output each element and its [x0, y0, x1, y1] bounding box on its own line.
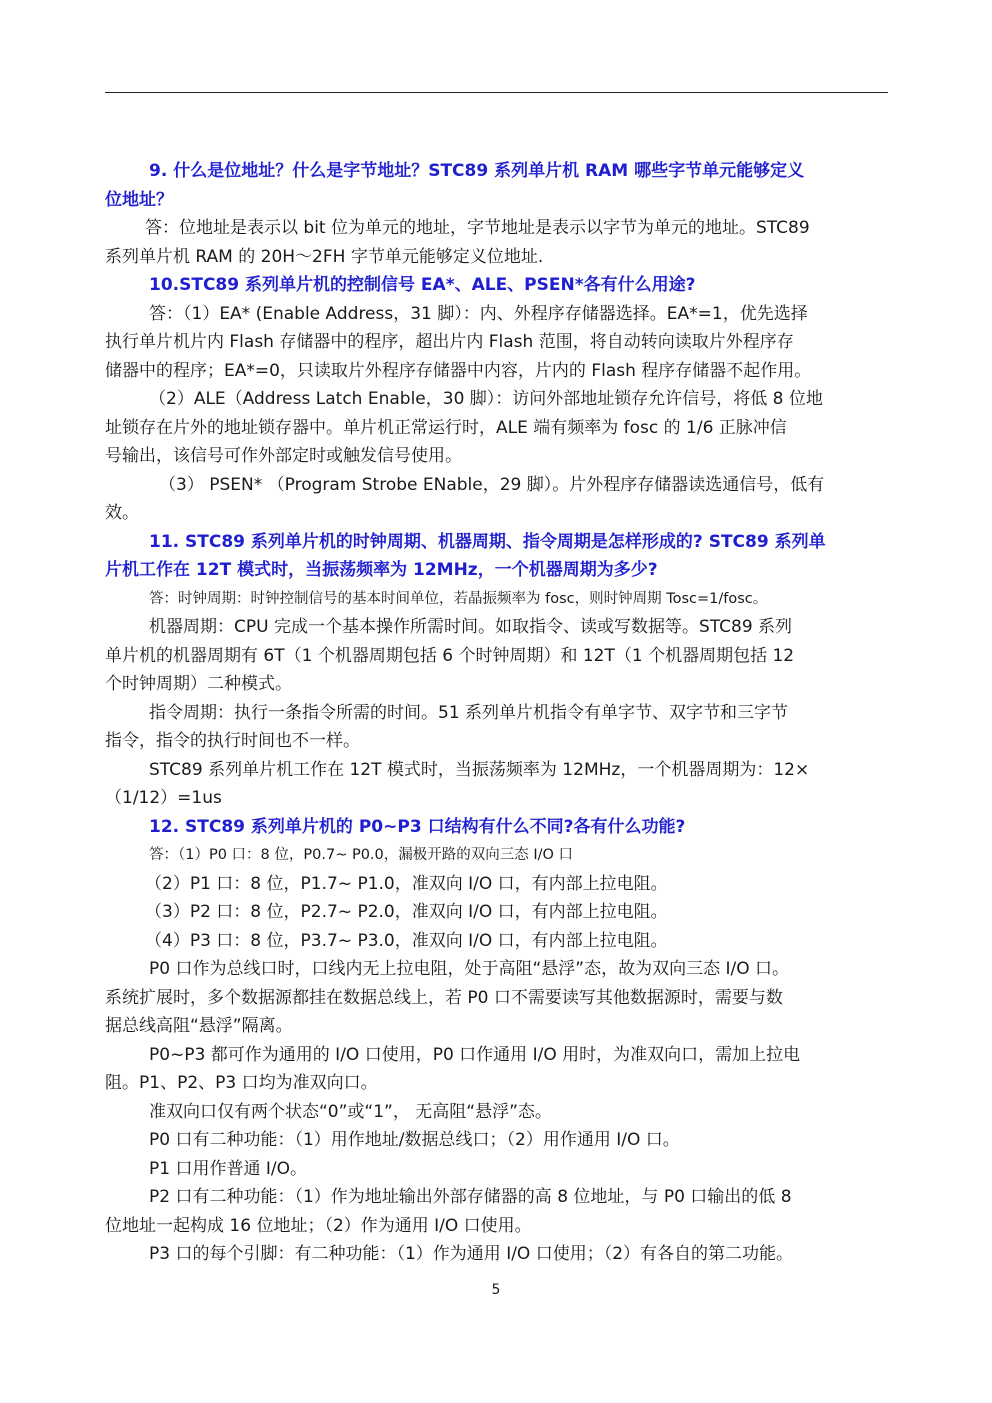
question-12-title: 12. STC89 系列单片机的 P0~P3 口结构有什么不同?各有什么功能? — [149, 816, 686, 837]
answer-12-p2: （3）P2 口：8 位，P2.7~ P2.0，准双向 I/O 口，有内部上拉电阻。 — [145, 902, 668, 922]
answer-11-instruction: 指令周期：执行一条指令所需的时间。51 系列单片机指令有单字节、双字节和三字节 — [149, 702, 789, 723]
answer-11-machine-l3: 个时钟周期）二种模式。 — [105, 674, 292, 694]
answer-10-p3-l2: 效。 — [105, 503, 139, 523]
answer-11-result-l2: （1/12）=1us — [105, 788, 222, 808]
answer-10-p2: （2）ALE（Address Latch Enable，30 脚）：访问外部地址锁存允许信号，将低 8 位地 — [149, 389, 823, 409]
page-content — [105, 157, 888, 1269]
question-9-title: 9. 什么是位地址？什么是字节地址？STC89 系列单片机 RAM 哪些字节单元能够定义 位地址？ — [105, 161, 805, 210]
answer-10-p1-l2: 执行单片机片内 Flash 存储器中的程序，超出片内 Flash 范围，将自动转向读取片外程序存 — [105, 332, 794, 352]
answer-12-p3-func: P3 口的每个引脚：有二种功能：（1）作为通用 I/O 口使用；（2）有各自的第二功能。 — [149, 1244, 794, 1264]
answer-10-p1-l3: 储器中的程序；EA*=0，只读取片外程序存储器中内容，片内的 Flash 程序存储器不起作用。 — [105, 360, 812, 381]
answer-11-clock: 答：时钟周期：时钟控制信号的基本时间单位，若晶振频率为 fosc，则时钟周期 Tosc=1/fosc。 — [149, 590, 768, 607]
answer-11-machine-l2: 单片机的机器周期有 6T（1 个机器周期包括 6 个时钟周期）和 12T（1 个机器周期包括 12 — [105, 645, 795, 666]
page-number: 5 — [491, 1282, 501, 1298]
answer-9: 答：位地址是表示以 bit 位为单元的地址，字节地址是表示以字节为单元的地址。STC89 — [145, 218, 810, 238]
answer-11-machine: 机器周期：CPU 完成一个基本操作所需时间。如取指令、读或写数据等。STC89 系列 — [149, 617, 793, 637]
question-10-title: 10.STC89 系列单片机的控制信号 EA*、ALE、PSEN*各有什么用途? — [149, 275, 696, 295]
answer-10-p1: 答：（1）EA* (Enable Address，31 脚）：内、外程序存储器选择。EA*=1，优先选择 — [149, 303, 808, 324]
question-11-title-l2: 片机工作在 12T 模式时，当振荡频率为 12MHz，一个机器周期为多少? — [105, 560, 658, 580]
answer-12-p0: 答：（1）P0 口：8 位，P0.7~ P0.0，漏极开路的双向三态 I/O 口 — [149, 847, 574, 863]
answer-9-cont: 系列单片机 RAM 的 20H～2FH 字节单元能够定义位地址. — [105, 246, 544, 267]
answer-11-instruction-l2: 指令，指令的执行时间也不一样。 — [105, 731, 360, 751]
answer-12-p3: （4）P3 口：8 位，P3.7~ P3.0，准双向 I/O 口，有内部上拉电阻。 — [145, 930, 668, 951]
answer-12-bus-l3: 据总线高阻“悬浮”隔离。 — [105, 1016, 293, 1036]
answer-12-bus: P0 口作为总线口时，口线内无上拉电阻，处于高阻“悬浮”态，故为双向三态 I/O 口。 — [149, 959, 790, 979]
answer-12-p2-func: P2 口有二种功能：（1）作为地址输出外部存储器的高 8 位地址，与 P0 口输出的低 8 — [149, 1187, 792, 1207]
answer-10-p3: （3） PSEN* （Program Strobe ENable，29 脚）。片外程序存储器读选通信号，低有 — [159, 474, 825, 495]
answer-12-bus-l2: 系统扩展时，多个数据源都挂在数据总线上，若 P0 口不需要读写其他数据源时，需要与数 — [105, 987, 783, 1008]
header-rule — [105, 92, 888, 93]
answer-12-p2-func-l2: 位地址一起构成 16 位地址；（2）作为通用 I/O 口使用。 — [105, 1215, 532, 1236]
answer-10-p2-l3: 号输出，该信号可作外部定时或触发信号使用。 — [105, 446, 462, 466]
answer-12-p0-func: P0 口有二种功能：（1）用作地址/数据总线口；（2）用作通用 I/O 口。 — [149, 1130, 680, 1150]
question-11-title: 11. STC89 系列单片机的时钟周期、机器周期、指令周期是怎样形成的? STC89 系列单 — [149, 531, 826, 552]
answer-12-general-l2: 阻。P1、P2、P3 口均为准双向口。 — [105, 1073, 378, 1093]
answer-12-p1: （2）P1 口：8 位，P1.7~ P1.0，准双向 I/O 口，有内部上拉电阻。 — [145, 873, 668, 894]
answer-10-p2-l2: 址锁存在片外的地址锁存器中。单片机正常运行时，ALE 端有频率为 fosc 的 1/6 正脉冲信 — [105, 417, 787, 438]
answer-12-general: P0~P3 都可作为通用的 I/O 口使用，P0 口作通用 I/O 用时，为准双向口，需加上拉电 — [149, 1044, 801, 1065]
answer-11-result: STC89 系列单片机工作在 12T 模式时，当振荡频率为 12MHz，一个机器周期为：12× — [149, 759, 810, 780]
answer-12-p1-func: P1 口用作普通 I/O。 — [149, 1158, 307, 1179]
answer-12-quasi: 准双向口仅有两个状态“0”或“1”， 无高阻“悬浮”态。 — [149, 1101, 552, 1122]
